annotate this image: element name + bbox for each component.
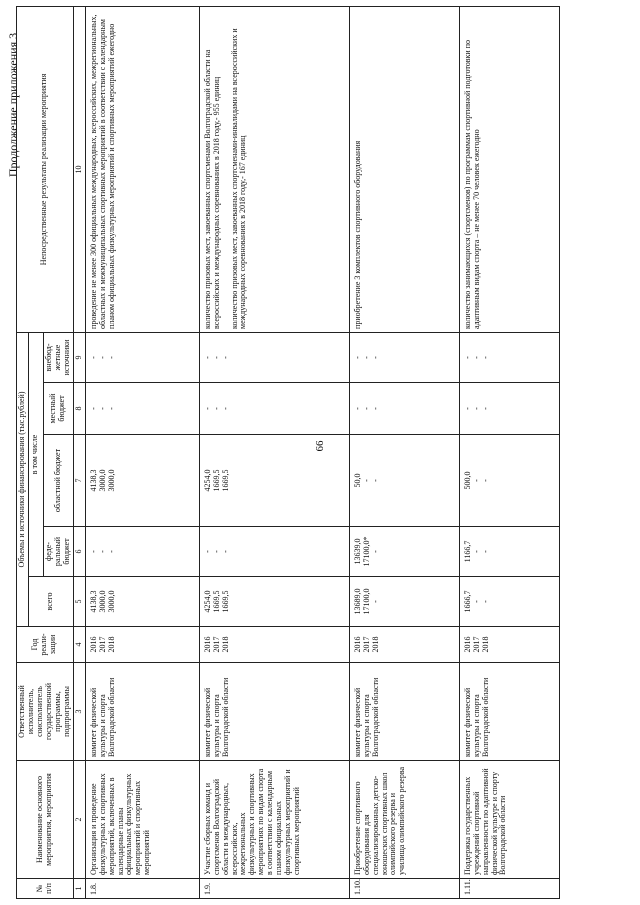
row-name: Поддержка государственных учреждений спортивной направленности по адаптивной физической культуре и спорту Волгоградской области (459, 761, 559, 879)
row-regional: 500,0 - - (459, 435, 559, 527)
header-name: Наименование основного мероприятия, мероприятия (17, 761, 74, 879)
row-federal: 1166,7 - - (459, 527, 559, 577)
row-federal: - - - (199, 527, 349, 577)
program-table (16, 6, 560, 899)
row-years: 2016 2017 2018 (199, 627, 349, 663)
row-regional: 50,0 - - (349, 435, 459, 527)
header-total: всего (28, 577, 73, 627)
index-cell: 10 (73, 6, 85, 332)
row-results: количество занимающихся (спортсменов) по программам спортивной подготовки по адаптивным видам спорта – не менее 70 человек ежегодно (459, 6, 559, 332)
index-cell: 9 (73, 332, 85, 382)
row-regional: 4138,3 3000,0 3000,0 (85, 435, 199, 527)
header-in-that: в том числе (28, 332, 43, 576)
row-executor: комитет физической культуры и спорта Волгоградской области (199, 663, 349, 761)
row-extra: - - - (85, 332, 199, 382)
row-results: приобретение 3 комплектов спортивного оборудования (349, 6, 459, 332)
table-row (199, 6, 349, 898)
row-number: 1.9. (199, 879, 349, 899)
row-local: - - - (459, 383, 559, 435)
header-extra: внебюд-жетные источники (43, 332, 73, 382)
row-extra: - - - (459, 332, 559, 382)
row-executor: комитет физической культуры и спорта Волгоградской области (85, 663, 199, 761)
row-name: Приобретение спортивного оборудования для специализированных детско-юношеских спортивных школ олимпийского резерва и училища олимпийского резерва (349, 761, 459, 879)
header-results: Непосредственные результаты реализации мероприятия (17, 6, 74, 332)
index-cell: 5 (73, 577, 85, 627)
index-cell: 2 (73, 761, 85, 879)
row-federal: - - - (85, 527, 199, 577)
index-cell: 4 (73, 627, 85, 663)
row-number: 1.8. (85, 879, 199, 899)
row-local: - - - (349, 383, 459, 435)
row-years: 2016 2017 2018 (459, 627, 559, 663)
row-executor: комитет физической культуры и спорта Волгоградской области (349, 663, 459, 761)
continuation-caption: Продолжение приложения 3 (6, 32, 20, 178)
row-regional: 4254,0 1669,5 1669,5 (199, 435, 349, 527)
row-number: 1.10. (349, 879, 459, 899)
index-cell: 3 (73, 663, 85, 761)
index-cell: 1 (73, 879, 85, 899)
row-results: проведение не менее 300 официальных международных, всероссийских, межрегиональных, областных и межмуниципальных спортивных мероприятий в соответствии с календарным планом официальных физкультурных мероприятий и спортивных мероприятий ежегодно (85, 6, 199, 332)
index-cell: 8 (73, 383, 85, 435)
row-results: количество призовых мест, завоеванных спортсменами Волгоградской области на всероссийских и международных соревнованиях в 2018 году,- 955 единиц количество призовых мест, завоеванных спортсменами-инвалидами на всероссийских и международных соревнованиях в 2018 году,- 167 единиц (199, 6, 349, 332)
row-number: 1.11. (459, 879, 559, 899)
header-executor: Ответственный исполнитель, соисполнитель государственной программы, подпрограммы (17, 663, 74, 761)
header-federal: феде-ральный бюджет (43, 527, 73, 577)
row-years: 2016 2017 2018 (85, 627, 199, 663)
row-name: Организация и проведение физкультурных и спортивных мероприятий, включенных в календарные планы официальных физкультурных мероприятий и спортивных мероприятий (85, 761, 199, 879)
header-number: № п/п (17, 879, 74, 899)
row-federal: 13639,0 17100,0* - (349, 527, 459, 577)
row-total: 13689,0 17100,0 - (349, 577, 459, 627)
table-row (459, 6, 559, 898)
header-year: Год реали-зации (17, 627, 74, 663)
row-years: 2016 2017 2018 (349, 627, 459, 663)
row-extra: - - - (199, 332, 349, 382)
row-total: 4138,3 3000,0 3000,0 (85, 577, 199, 627)
index-row (73, 6, 85, 898)
row-extra: - - - (349, 332, 459, 382)
index-cell: 7 (73, 435, 85, 527)
table-row (349, 6, 459, 898)
row-executor: комитет физической культуры и спорта Волгоградской области (459, 663, 559, 761)
header-finance: Объемы и источники финансирования (тыс.рублей) (17, 332, 29, 626)
header-local: местный бюджет (43, 383, 73, 435)
row-total: 1666,7 - - (459, 577, 559, 627)
row-total: 4254,0 1669,5 1669,5 (199, 577, 349, 627)
row-local: - - - (85, 383, 199, 435)
row-local: - - - (199, 383, 349, 435)
index-cell: 6 (73, 527, 85, 577)
row-name: Участие сборных команд и спортсменов Волгоградской области в международных, всероссийских, межрегиональных физкультурных и спортивных мероприятиях по видам спорта в соответствии с календарным планом официальных физкультурных мероприятий и спортивных мероприятий (199, 761, 349, 879)
page-number: 66 (314, 440, 326, 452)
header-regional: областной бюджет (43, 435, 73, 527)
table-row (85, 6, 199, 898)
